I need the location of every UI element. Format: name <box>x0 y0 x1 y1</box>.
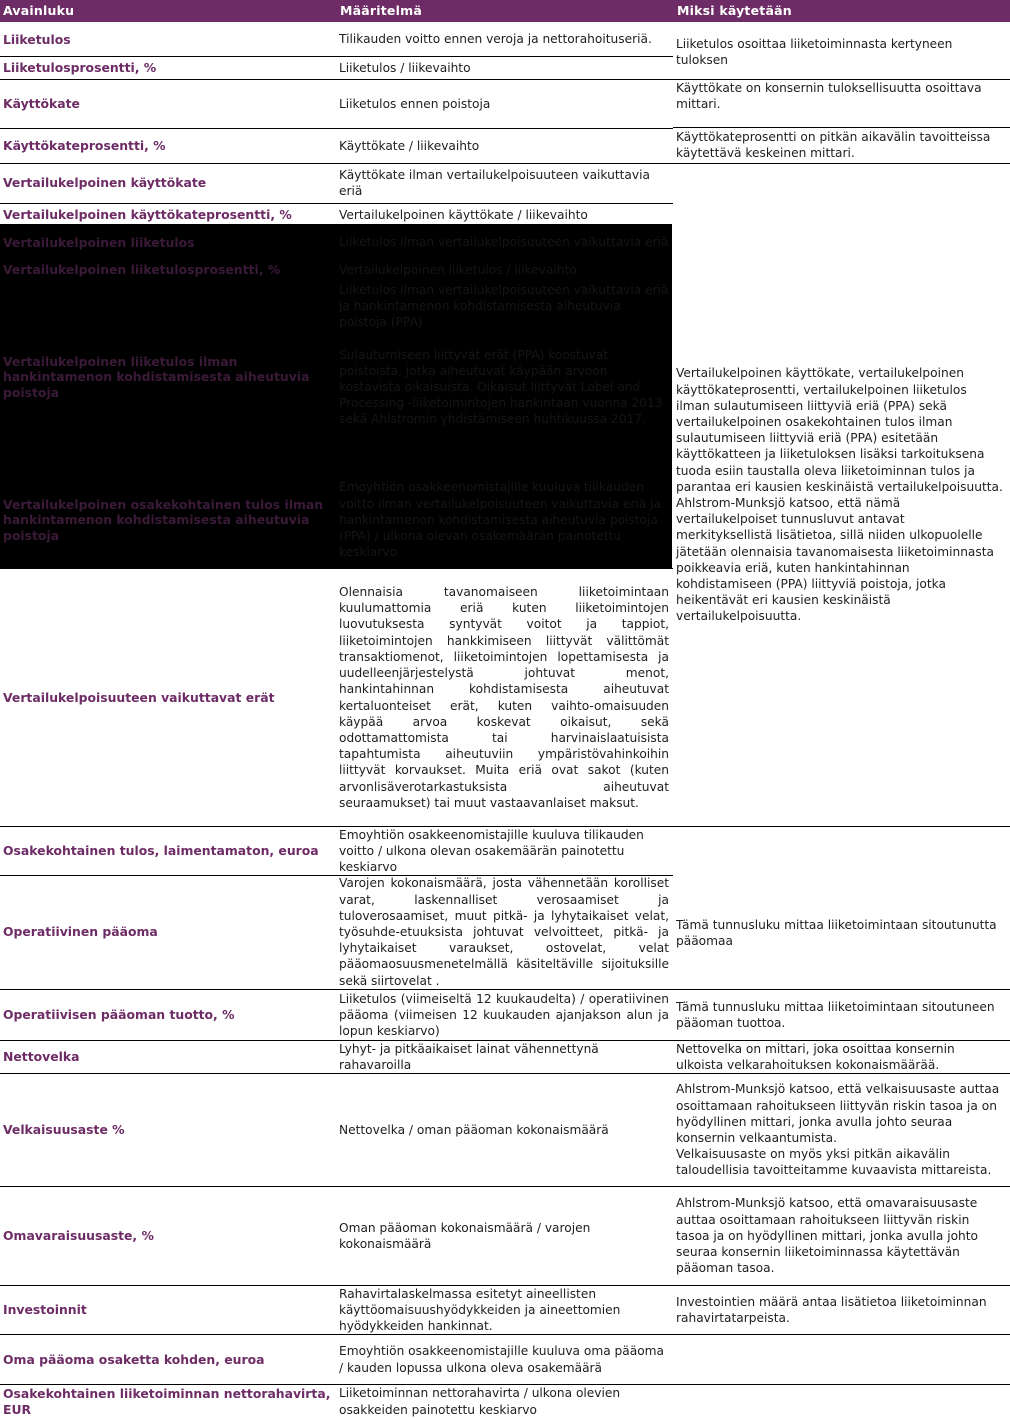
definition-text: Emoyhtiön osakkeenomistajille kuuluva tilikauden voitto / ulkona olevan osakemäärän painotettu keskiarvo <box>339 827 644 875</box>
row-divider <box>0 875 673 876</box>
definition-liiketulosprosentti <box>336 57 673 79</box>
term-osakekohtainen-nettorahavirta: Osakekohtainen liiketoiminnan nettorahavirta, EUR <box>3 1386 331 1417</box>
reason-text: Tämä tunnusluku mittaa liiketoimintaan sitoutuneen pääoman tuottoa. <box>676 999 995 1030</box>
header-miksi-kaytetaan: Miksi käytetään <box>677 3 792 18</box>
definition-text: Oman pääoman kokonaismäärä / varojen kokonaismäärä <box>339 1220 591 1251</box>
row-divider <box>0 1384 1010 1385</box>
header-maaritelma: Määritelmä <box>340 3 422 18</box>
reason-operatiivinen-paaoma <box>673 916 1010 950</box>
term-operatiivinen-paaoma: Operatiivinen pääoma <box>3 924 158 940</box>
definition-vertailukelpoinen-liiketulos <box>336 224 673 260</box>
definition-vertailukelpoinen-liiketulosprosentti <box>336 260 673 280</box>
term-vertailukelpoinen-kayttokateprosentti: Vertailukelpoinen käyttökateprosentti, % <box>3 207 292 223</box>
term-nettovelka: Nettovelka <box>3 1049 80 1065</box>
definition-nettovelka <box>336 1041 673 1073</box>
dark-rows <box>0 224 672 568</box>
reason-kayttokate <box>673 79 1010 113</box>
definition-text: Emoyhtiön osakkeenomistajille kuuluva oma pääoma / kauden lopussa ulkona oleva osakemäärä <box>339 1344 665 1375</box>
definition-kayttokateprosentti <box>336 129 673 163</box>
row-divider <box>0 1040 1010 1041</box>
definition-osakekohtainen-tulos <box>336 827 673 875</box>
definition-text-2: Sulautumiseen liittyvät erät (PPA) koostuvat poistoista, jotka aiheutuvat käypään arvoon kostavista oikaisuista. Oikaisut liittyvät Lobel and Processing -liiketoimintojen hankintaan vuonna 2013 sekä Ahlstromin yhdistämiseen huhtikuussa 2017. <box>339 347 663 427</box>
definition-operatiivisen-paaoman-tuotto <box>336 990 673 1040</box>
reason-velkaisuusaste <box>673 1074 1010 1186</box>
definition-liiketulos <box>336 22 673 56</box>
row-divider <box>0 128 673 129</box>
reason-text-2: Velkaisuusaste on myös yksi pitkän aikavälin taloudellisia tavoitteitamme kuvaavista mittareista. <box>676 1147 992 1178</box>
reason-liiketulos <box>673 24 1010 80</box>
definition-vertailukelpoinen-kayttokate <box>336 164 673 202</box>
definition-text: Olennaisia tavanomaiseen liiketoimintaan kuulumattomia eriä kuten liiketoimintojen luovutuksesta syntyvät voitot ja tappiot, liiketoimintojen hankkimiseen liittyvät välittömät transaktiomenot, liiketoimintojen lopettamisesta ja uudelleenjärjestelystä johtuvat menot, hankintahinnan kohdistamisesta aiheutuvat kertaluonteiset erät, kuten vaihto-omaisuuden käypää arvoa koskevat oikaisut, sekä odottamattomista tai harvinaislaatuisista tapahtumista aiheutuviin ympäristövahinkoihin liittyvät korvaukset. Muita eriä ovat sakot (kuten arvonlisäverotarkastuksista aiheutuvat seuraamukset) tai muut vastaavanlaiset maksut. <box>339 585 669 810</box>
reason-text: Ahlstrom-Munksjö katsoo, että velkaisuusaste auttaa osoittamaan rahoitukseen liittyvän riskin tasoa ja on hyödyllinen mittari, jonka avulla johto seuraa konsernin velkaantumista. <box>676 1082 1000 1145</box>
row-divider <box>0 989 1010 990</box>
definition-text: Tilikauden voitto ennen veroja ja nettorahoituseriä. <box>339 31 652 46</box>
definition-text: Rahavirtalaskelmassa esitetyt aineellisten käyttöomaisuushyödykkeiden ja aineettomien hyödykkeiden hankinnat. <box>339 1286 621 1334</box>
definition-omavaraisuusaste <box>336 1187 673 1285</box>
definition-velkaisuusaste <box>336 1074 673 1186</box>
term-osakekohtainen-tulos: Osakekohtainen tulos, laimentamaton, euroa <box>3 843 319 859</box>
row-divider <box>0 1334 1010 1335</box>
row-divider <box>0 1285 1010 1286</box>
definition-text: Emoyhtiön osakkeenomistajille kuuluva tilikauden voitto ilman vertailukelpoisuuteen vaikuttavia eriä ja hankintamenon kohdistamisesta aiheutuvia poistoja (PPA) / ulkona olevan osakemäärän painotettu keskiarvo <box>339 480 661 560</box>
definition-text: Liiketulos (viimeiseltä 12 kuukaudelta) / operatiivinen pääoma (viimeisen 12 kuukauden ajanjakson alun ja lopun keskiarvo) <box>339 991 669 1039</box>
header-avainluku: Avainluku <box>3 3 75 18</box>
term-velkaisuusaste: Velkaisuusaste % <box>3 1122 125 1138</box>
term-vertailukelpoisuuteen-vaikuttavat-erat: Vertailukelpoisuuteen vaikuttavat erät <box>3 689 275 705</box>
term-vertailukelpoinen-liiketulosprosentti: Vertailukelpoinen liiketulosprosentti, % <box>3 262 281 278</box>
row-divider <box>0 1073 1010 1074</box>
reason-kayttokateprosentti <box>673 128 1010 162</box>
term-vertailukelpoinen-kayttokate: Vertailukelpoinen käyttökate <box>3 175 207 191</box>
definition-text: Vertailukelpoinen käyttökate / liikevaihto <box>339 207 588 222</box>
definition-text: Liiketulos ennen poistoja <box>339 96 491 111</box>
definition-kayttokate <box>336 80 673 128</box>
reason-text: Käyttökateprosentti on pitkän aikavälin tavoitteissa käytettävä keskeinen mittari. <box>676 129 991 160</box>
reason-operatiivisen-paaoman-tuotto <box>673 998 1010 1032</box>
term-omavaraisuusaste: Omavaraisuusaste, % <box>3 1228 154 1244</box>
row-divider <box>0 79 1010 80</box>
row-divider <box>0 1186 1010 1187</box>
definition-investoinnit <box>336 1286 673 1334</box>
reason-text: Liiketulos osoittaa liiketoiminnasta kertyneen tuloksen <box>676 36 953 67</box>
term-vertailukelpoinen-liiketulos-ilman-ppa: Vertailukelpoinen liiketulos ilman hankintamenon kohdistamisesta aiheutuvia poistoja <box>3 353 310 400</box>
definition-text: Liiketulos / liikevaihto <box>339 60 471 75</box>
row-divider <box>0 568 673 569</box>
term-vertailukelpoinen-osakekohtainen-tulos: Vertailukelpoinen osakekohtainen tulos ilman hankintamenon kohdistamisesta aiheutuvia poistoja <box>3 496 324 543</box>
definition-text: Liiketulos ilman vertailukelpoisuuteen vaikuttavia eriä ja hankintamenon kohdistamisesta aiheutuvia poistoja (PPA) <box>339 283 669 330</box>
reason-text: Käyttökate on konsernin tuloksellisuutta osoittava mittari. <box>676 80 982 111</box>
definition-oma-paaoma-osaketta-kohden <box>336 1335 673 1384</box>
definition-osakekohtainen-nettorahavirta <box>336 1385 673 1418</box>
term-liiketulos: Liiketulos <box>3 32 71 48</box>
reason-text: Nettovelka on mittari, joka osoittaa konsernin ulkoista velkarahoituksen kokonaismäärää. <box>676 1041 955 1072</box>
term-kayttokate: Käyttökate <box>3 96 80 112</box>
row-divider <box>0 826 1010 827</box>
row-divider <box>0 56 673 57</box>
term-investoinnit: Investoinnit <box>3 1302 87 1318</box>
definition-vertailukelpoisuuteen-vaikuttavat-erat <box>336 569 673 826</box>
definition-vertailukelpoinen-kayttokateprosentti <box>336 204 673 226</box>
definition-text: Liiketoiminnan nettorahavirta / ulkona olevien osakkeiden painotettu keskiarvo <box>339 1386 621 1417</box>
reason-text: Investointien määrä antaa lisätietoa liiketoiminnan rahavirtatarpeista. <box>676 1294 987 1325</box>
definition-vertailukelpoinen-osakekohtainen-tulos <box>336 472 673 568</box>
term-operatiivisen-paaoman-tuotto: Operatiivisen pääoman tuotto, % <box>3 1007 235 1023</box>
reason-investoinnit <box>673 1286 1010 1334</box>
row-divider <box>673 127 1010 128</box>
term-oma-paaoma-osaketta-kohden: Oma pääoma osaketta kohden, euroa <box>3 1351 265 1367</box>
reason-text: Vertailukelpoinen käyttökate, vertailukelpoinen käyttökateprosentti, vertailukelpoinen liiketulos ilman sulautumiseen liittyviä eriä (PPA) sekä vertailukelpoinen osakekohtainen tulos ilman sulautumiseen liittyviä eriä (PPA) esitetään käyttökatteen ja liiketuloksen lisäksi tarkoituksena tuoda esiin taustalla oleva liiketoiminnan tulos ja parantaa eri kausien keskinäistä vertailukelpoisuutta. Ahlstrom-Munksjö katsoo, että nämä vertailukelpoiset tunnusluvut antavat merkityksellistä lisätietoa, sillä niiden ulkopuolelle jätetään olennaisia tavanomaisesta liiketoiminnasta poikkeavia eriä, kuten hankintahinnan kohdistamiseen (PPA) liittyviä poistoja, jotka heikentävät eri kausien keskinäistä vertailukelpoisuutta. <box>676 366 1003 624</box>
reason-text: Ahlstrom-Munksjö katsoo, että omavaraisuusaste auttaa osoittamaan rahoitukseen liittyvän riskin tasoa ja on hyödyllinen mittari, jonka avulla johto seuraa konsernin liiketoiminnassa käytettävän pääoman tasoa. <box>676 1196 979 1276</box>
term-vertailukelpoinen-liiketulos: Vertailukelpoinen liiketulos <box>3 235 195 251</box>
definition-text: Nettovelka / oman pääoman kokonaismäärä <box>339 1122 609 1137</box>
definition-text: Käyttökate / liikevaihto <box>339 138 480 153</box>
definition-text: Vertailukelpoinen liiketulos / liikevaihto <box>339 262 577 277</box>
definition-text: Lyhyt- ja pitkäaikaiset lainat vähennettynä rahavaroilla <box>339 1041 599 1072</box>
definition-vertailukelpoinen-liiketulos-ilman-ppa <box>336 282 673 472</box>
reason-omavaraisuusaste <box>673 1187 1010 1285</box>
definition-text: Liiketulos ilman vertailukelpoisuuteen vaikuttavia eriä <box>339 234 669 249</box>
reason-vertailukelpoinen <box>673 366 1010 624</box>
row-divider <box>0 163 1010 164</box>
definition-operatiivinen-paaoma <box>336 876 673 988</box>
term-liiketulosprosentti: Liiketulosprosentti, % <box>3 60 157 76</box>
term-kayttokateprosentti: Käyttökateprosentti, % <box>3 138 166 154</box>
definition-text: Varojen kokonaismäärä, josta vähennetään korolliset varat, laskennalliset verosaamiset ja tuloverosaamiset, muut pitkä- ja lyhytaikaiset velat, työsuhde-etuuksista johtuvat velvoitteet, pitkä- ja lyhytaikaiset varaukset, ostovelat, velat pääomaosuusmenetelmällä käsiteltäville sijoituksille sekä siirtovelat . <box>339 876 669 988</box>
definition-text: Käyttökate ilman vertailukelpoisuuteen vaikuttavia eriä <box>339 167 650 198</box>
reason-nettovelka <box>673 1041 1010 1073</box>
reason-text: Tämä tunnusluku mittaa liiketoimintaan sitoutunutta pääomaa <box>676 917 997 948</box>
row-divider <box>0 203 673 204</box>
table-header <box>0 0 1010 22</box>
